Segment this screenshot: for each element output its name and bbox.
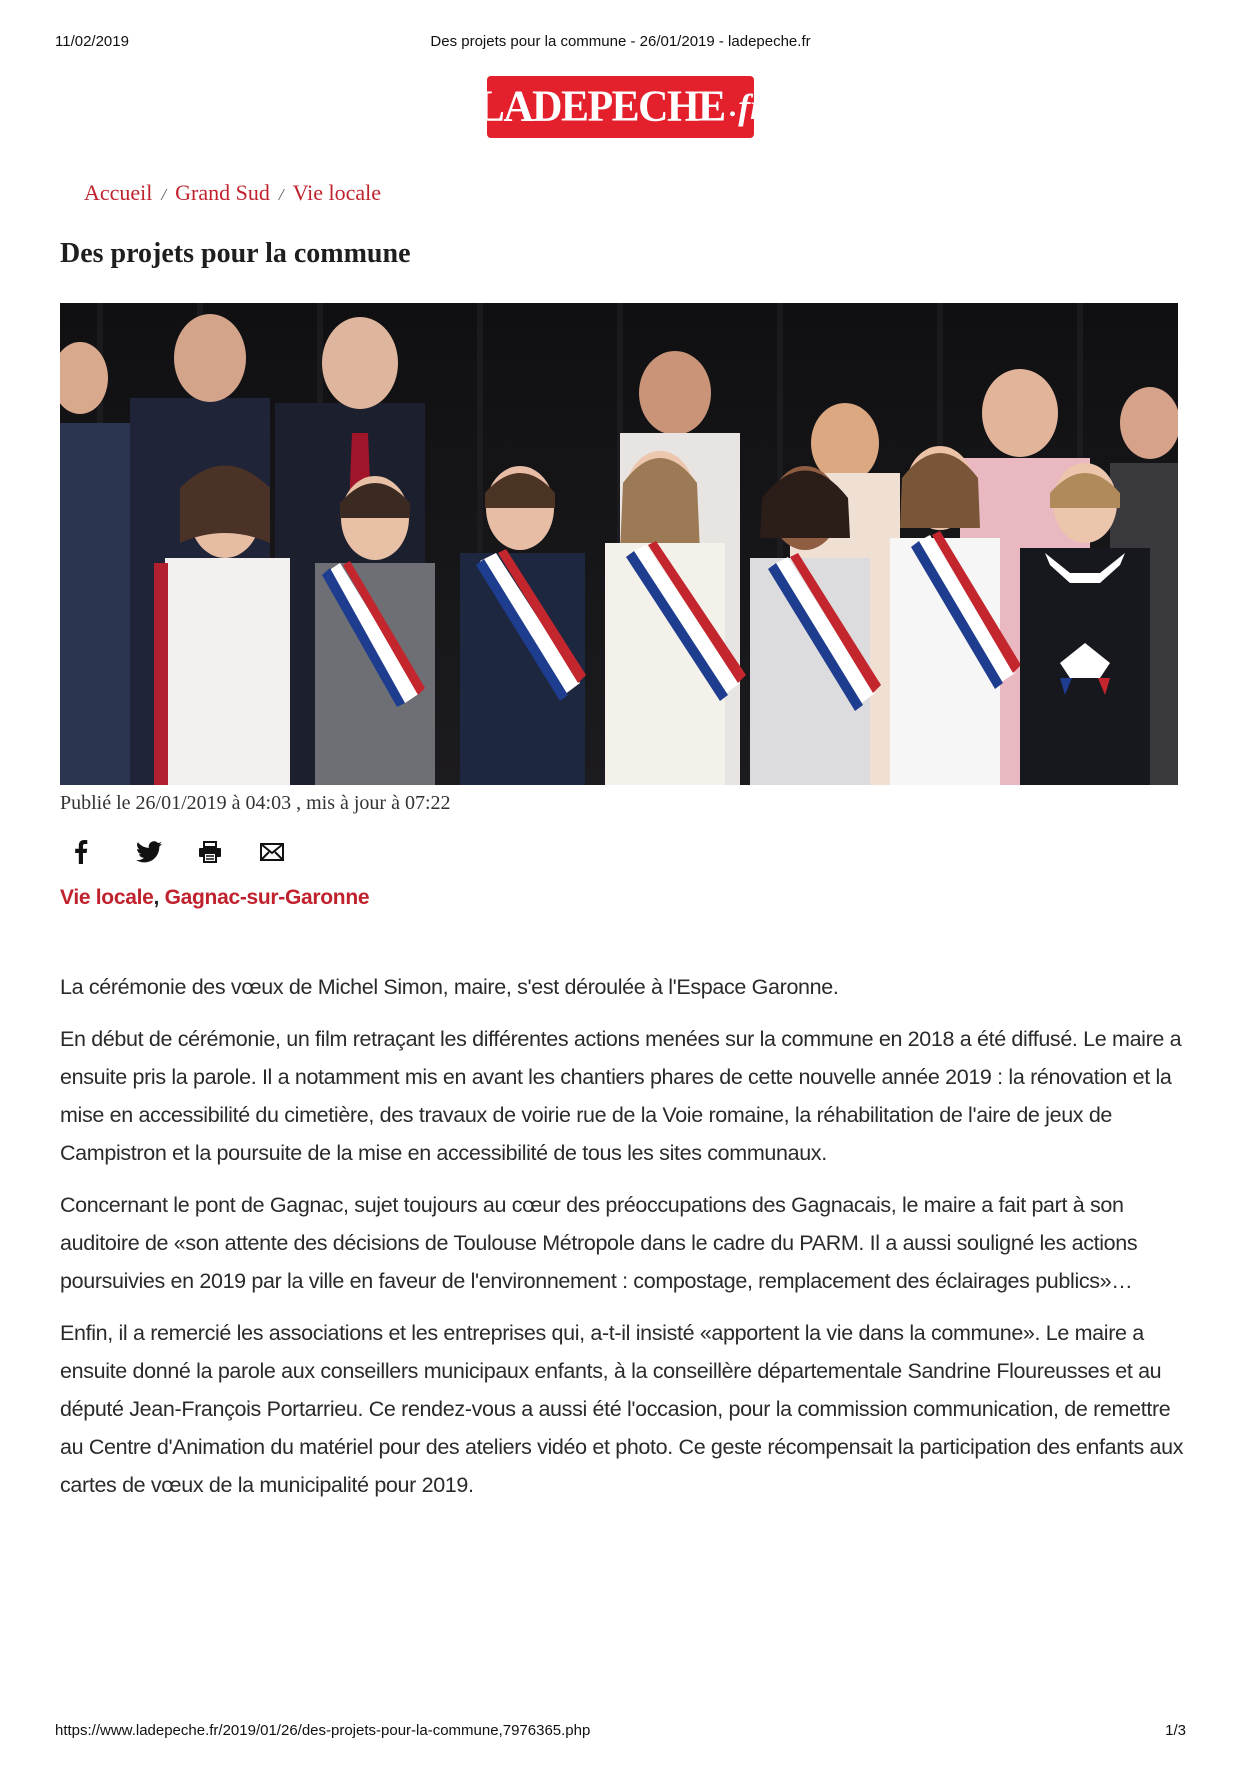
publish-info: Publié le 26/01/2019 à 04:03 , mis à jour à 07:22 [60,792,451,814]
share-bar [74,836,322,868]
article-paragraph: Concernant le pont de Gagnac, sujet toujours au cœur des préoccupations des Gagnacais, le maire a fait part à son auditoire de «son attente des décisions de Toulouse Métropole dans le cadre du PARM. Il a aussi souligné les actions poursuivies en 2019 par la ville en faveur de l'environnement : compostage, remplacement des éclairages publics»… [60,1193,1138,1293]
print-footer [0,1722,1241,1742]
breadcrumb-separator: / [161,185,167,204]
print-button[interactable] [198,836,260,868]
email-share-button[interactable] [260,836,322,868]
logo-dot: . [728,90,737,123]
article-title: Des projets pour la commune [60,238,411,269]
breadcrumb-separator: / [278,185,284,204]
article-tags [60,886,369,910]
print-page-title: Des projets pour la commune - 26/01/2019 - ladepeche.fr [430,33,811,50]
tag-vie-locale[interactable]: Vie locale [60,886,154,909]
article-paragraph: Enfin, il a remercié les associations et les entreprises qui, a-t-il insisté «apportent la vie dans la commune». Le maire a ensuite donné la parole aux conseillers municipaux enfants, à la conseillère départementale Sandrine Floureusses et au député Jean-François Portarrieu. Ce rendez-vous a aussi été l'occasion, pour la commission communication, de remettre au Centre d'Animation du matériel pour des ateliers vidéo et photo. Ce geste récompensait la participation des enfants aux cartes de vœux de la municipalité pour 2019. [60,1321,1184,1497]
print-date: 11/02/2019 [55,33,129,50]
print-url: https://www.ladepeche.fr/2019/01/26/des-projets-pour-la-commune,7976365.php [55,1722,591,1739]
print-icon [198,841,222,863]
tag-gagnac-sur-garonne[interactable]: Gagnac-sur-Garonne [164,886,370,909]
tag-separator: , [153,886,165,909]
twitter-share-button[interactable] [136,836,198,868]
breadcrumb-vie-locale[interactable]: Vie locale [292,180,382,205]
article-photo [60,303,1178,785]
print-header [0,33,1241,53]
twitter-icon [136,841,162,863]
article-paragraph: La cérémonie des vœux de Michel Simon, maire, s'est déroulée à l'Espace Garonne. [60,975,839,999]
logo-tld: fr [738,87,765,127]
site-logo[interactable] [476,76,765,138]
email-icon [260,843,284,861]
logo-wordmark: LADEPECHE [476,82,725,132]
facebook-share-button[interactable] [74,836,136,868]
article-body [60,968,1185,1518]
article-paragraph: En début de cérémonie, un film retraçant les différentes actions menées sur la commune en 2018 a été diffusé. Le maire a ensuite pris la parole. Il a notamment mis en avant les chantiers phares de cette nouvelle année 2019 : la rénovation et la mise en accessibilité du cimetière, des travaux de voirie rue de la Voie romaine, la réhabilitation de l'aire de jeux de Campistron et la poursuite de la mise en accessibilité de tous les sites communaux. [60,1027,1182,1165]
breadcrumb-home[interactable]: Accueil [84,180,153,205]
facebook-icon [74,840,88,864]
print-page-number: 1/3 [1165,1722,1186,1739]
breadcrumb-grand-sud[interactable]: Grand Sud [175,180,270,205]
breadcrumb [84,180,381,208]
